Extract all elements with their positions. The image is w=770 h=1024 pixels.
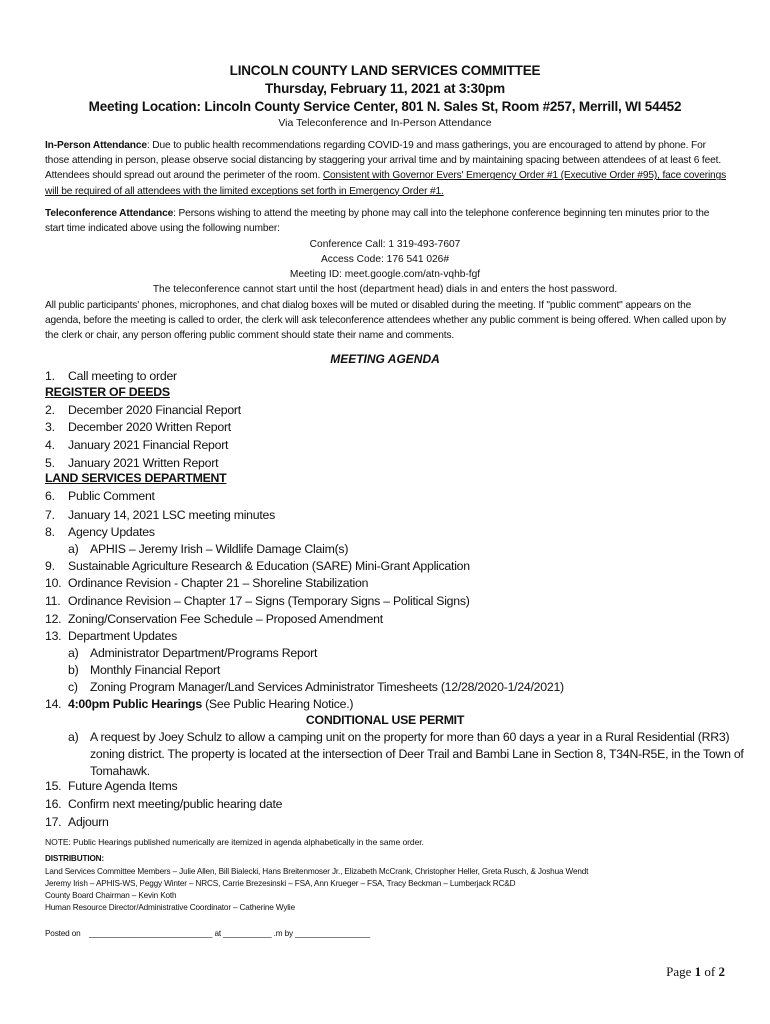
public-comment-paragraph: All public participants' phones, microphones, and chat dialog boxes will be muted or disabled during the meeting. If "public comment" appears on the agenda, before the meeting is called to order, the clerk will ask teleconference attendees whether any public comment is being offered. When called upon by the clerk or chair, any person offering public comment should state their name and comments.	[45, 300, 727, 342]
item-number: c)	[68, 680, 78, 694]
agenda-item	[0, 402, 770, 419]
agenda-item	[0, 558, 770, 575]
item-number: 9.	[45, 559, 55, 573]
item-text: (See Public Hearing Notice.)	[201, 697, 354, 711]
agenda-item	[0, 368, 770, 385]
item-text: Agency Updates	[68, 525, 155, 539]
item-number: a)	[68, 542, 79, 556]
agenda-item	[0, 814, 770, 831]
agenda-item	[0, 593, 770, 610]
item-text: Administrator Department/Programs Report	[90, 646, 318, 660]
item-text: Tomahawk.	[90, 764, 150, 778]
agenda-item	[0, 488, 770, 505]
committee-title: LINCOLN COUNTY LAND SERVICES COMMITTEE	[229, 63, 541, 78]
item-text: APHIS – Jeremy Irish – Wildlife Damage Claim(s)	[90, 542, 349, 556]
conditional-use-permit-title: CONDITIONAL USE PERMIT	[305, 713, 465, 727]
item-number: 10.	[45, 576, 62, 590]
agenda-title: MEETING AGENDA	[330, 352, 440, 366]
meeting-date: Thursday, February 11, 2021 at 3:30pm	[265, 81, 505, 96]
agenda-item	[0, 524, 770, 541]
distribution-line: Jeremy Irish – APHIS-WS, Peggy Winter – NRCS, Carrie Brezesinski – FSA, Ann Krueger – FSA, Tracy Beckman – Lumberjack RC&D	[45, 879, 516, 888]
current-page: 1	[694, 964, 702, 979]
item-text: Future Agenda Items	[68, 779, 178, 793]
face-covering-notice: Consistent with Governor Evers' Emergency Order #1 (Executive Order #95), face coverings will be required of all attendees with the limited exceptions set forth in Emergency Order #1.	[45, 170, 727, 197]
public-hearings-time: 4:00pm Public Hearings	[68, 697, 202, 711]
item-number: a)	[68, 730, 79, 744]
item-number: 4.	[45, 438, 55, 452]
distribution-line: Land Services Committee Members – Julie Allen, Bill Bialecki, Hans Breitenmoser Jr., Elizabeth McCrank, Christopher Heller, Greta Rusch, & Joshua Wendt	[45, 867, 589, 876]
agenda-subitem	[0, 729, 770, 780]
item-text: January 2021 Financial Report	[68, 438, 229, 452]
item-text: Public Comment	[68, 489, 155, 503]
item-number: 3.	[45, 420, 55, 434]
item-text: Adjourn	[68, 815, 109, 829]
page-label: Page	[666, 964, 695, 979]
host-note: The teleconference cannot start until the host (department head) dials in and enters the host password.	[152, 284, 618, 295]
teleconference-paragraph	[45, 206, 727, 236]
item-text: Confirm next meeting/public hearing date	[68, 797, 283, 811]
page-of: of	[701, 964, 719, 979]
distribution-line: Human Resource Director/Administrative Coordinator – Catherine Wylie	[45, 903, 296, 912]
item-text: Ordinance Revision - Chapter 21 – Shoreline Stabilization	[68, 576, 369, 590]
item-number: 17.	[45, 815, 62, 829]
item-number: 16.	[45, 797, 62, 811]
meeting-id: Meeting ID: meet.google.com/atn-vqhb-fgf	[289, 269, 481, 280]
item-text: December 2020 Financial Report	[68, 403, 241, 417]
item-text: December 2020 Written Report	[68, 420, 231, 434]
teleconference-text: : Persons wishing to attend the meeting by phone may call into the telephone conference beginning ten minutes prior to the start time indicated above using the following number:	[45, 208, 710, 235]
in-person-label: In-Person Attendance	[45, 140, 147, 151]
total-pages: 2	[718, 964, 725, 979]
agenda-item	[0, 437, 770, 454]
item-text: Department Updates	[68, 629, 177, 643]
meeting-location: Meeting Location: Lincoln County Service Center, 801 N. Sales St, Room #257, Merrill, WI 54452	[88, 99, 682, 114]
agenda-item	[0, 796, 770, 813]
item-number: 7.	[45, 508, 55, 522]
item-text: A request by Joey Schulz to allow a camping unit on the property for more than 60 days a year in a Rural Residential (RR3)	[90, 730, 730, 744]
distribution-label: DISTRIBUTION:	[45, 854, 104, 863]
agenda-item	[0, 628, 770, 645]
attendance-mode: Via Teleconference and In-Person Attendance	[278, 117, 492, 129]
item-number: 8.	[45, 525, 55, 539]
item-number: 2.	[45, 403, 55, 417]
agenda-subitem	[0, 645, 770, 662]
conference-call-number: Conference Call: 1 319-493-7607	[309, 239, 461, 250]
agenda-item	[0, 611, 770, 628]
section-register-of-deeds: REGISTER OF DEEDS	[45, 385, 170, 399]
item-number: a)	[68, 646, 79, 660]
page-number	[666, 964, 725, 980]
item-text: January 14, 2021 LSC meeting minutes	[68, 508, 276, 522]
item-text: Zoning Program Manager/Land Services Administrator Timesheets (12/28/2020-1/24/2021)	[90, 680, 564, 694]
item-number: 1.	[45, 369, 55, 383]
item-number: 6.	[45, 489, 55, 503]
item-number: 12.	[45, 612, 62, 626]
in-person-text: : Due to public health recommendations regarding COVID-19 and mass gatherings, you are encouraged to attend by phone. For those attending in person, please observe social distancing by staggering your arrival time and by maintaining spacing between attendees of at least 6 feet. Attendees should spread out around the perimeter of the room.	[45, 140, 722, 182]
agenda-item	[0, 455, 770, 472]
item-text: Monthly Financial Report	[90, 663, 221, 677]
agenda-subitem	[0, 541, 770, 558]
item-text: Call meeting to order	[68, 369, 177, 383]
item-number: 15.	[45, 779, 62, 793]
item-number: 14.	[45, 697, 62, 711]
agenda-item	[0, 419, 770, 436]
item-number: 13.	[45, 629, 62, 643]
agenda-item	[0, 696, 770, 713]
distribution-line: County Board Chairman – Kevin Koth	[45, 891, 177, 900]
item-number: 5.	[45, 456, 55, 470]
posted-line: Posted on ____________________________ at ___________ .m by _________________	[45, 929, 370, 938]
section-land-services-department: LAND SERVICES DEPARTMENT	[45, 471, 227, 485]
item-text: Ordinance Revision – Chapter 17 – Signs (Temporary Signs – Political Signs)	[68, 594, 470, 608]
agenda-subitem	[0, 679, 770, 696]
item-text: Sustainable Agriculture Research & Education (SARE) Mini-Grant Application	[68, 559, 470, 573]
in-person-paragraph	[45, 138, 727, 199]
item-text: Zoning/Conservation Fee Schedule – Proposed Amendment	[68, 612, 383, 626]
item-text: January 2021 Written Report	[68, 456, 219, 470]
access-code: Access Code: 176 541 026#	[320, 254, 449, 265]
agenda-subitem	[0, 662, 770, 679]
agenda-note: NOTE: Public Hearings published numerically are itemized in agenda alphabetically in the same order.	[45, 837, 424, 847]
agenda-item	[0, 778, 770, 795]
item-text: zoning district. The property is located at the intersection of Deer Trail and Bambi Lane in Section 8, T34N-R5E, in the Town of	[90, 747, 744, 761]
teleconference-label: Teleconference Attendance	[45, 208, 174, 219]
agenda-item	[0, 575, 770, 592]
item-number: b)	[68, 663, 79, 677]
agenda-item	[0, 507, 770, 524]
item-number: 11.	[45, 594, 61, 608]
